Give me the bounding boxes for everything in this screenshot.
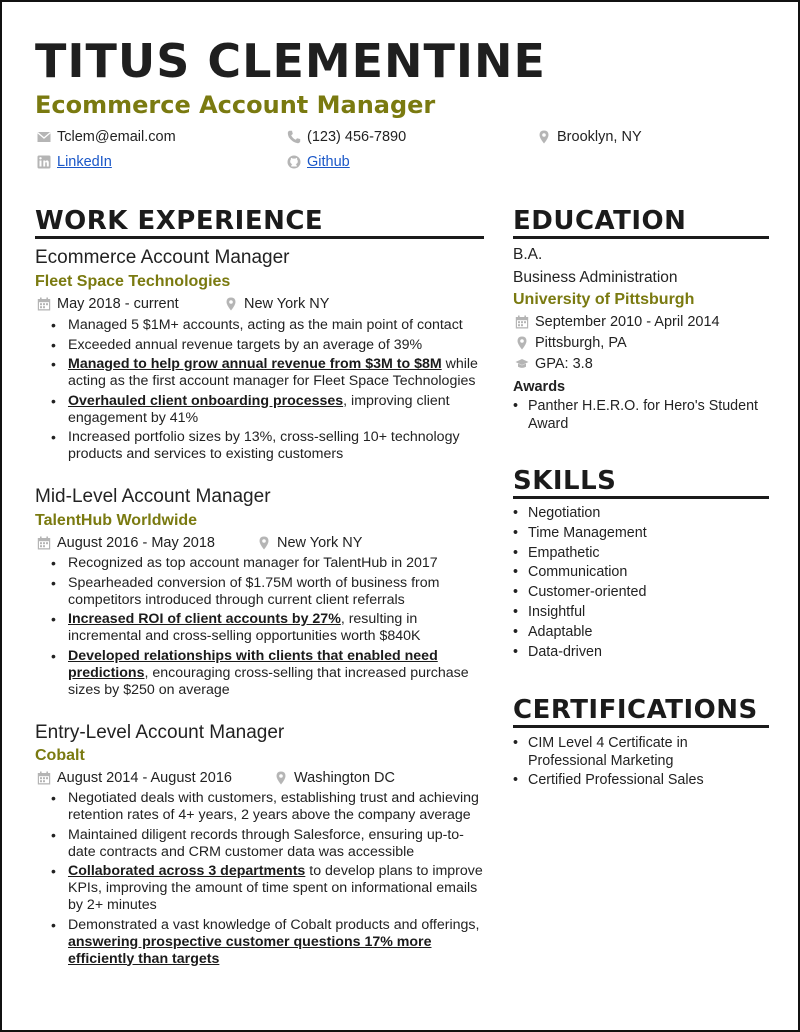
map-pin-icon (537, 130, 551, 144)
bullet-text: Recognized as top account manager for TalentHub in 2017 (68, 555, 438, 571)
list-item (36, 790, 486, 824)
job-title: Mid-Level Account Manager (35, 486, 271, 507)
graduation-cap-icon (515, 357, 529, 371)
list-item: • Insightful (513, 604, 768, 622)
job-dates-text: May 2018 - current (57, 296, 179, 312)
job-dates (37, 535, 215, 551)
job-location-text: New York NY (244, 296, 330, 312)
job-bullets (36, 317, 486, 466)
bullet-highlight: Overhauled client onboarding processes (68, 392, 344, 409)
job-dates-text: August 2016 - May 2018 (57, 535, 215, 551)
field-of-study: Business Administration (513, 269, 678, 286)
bullet-text: Negotiated deals with customers, establishing trust and achieving retention rates of 4+ years, 2 years above the company average (68, 790, 479, 823)
job-location-text: New York NY (277, 535, 363, 551)
list-item: • Negotiation (513, 505, 768, 523)
list-item: • Adaptable (513, 624, 768, 642)
list-item (36, 429, 486, 463)
education-location-text: Pittsburgh, PA (535, 335, 627, 351)
list-item (36, 917, 486, 968)
map-pin-icon (515, 336, 529, 350)
bullet-text: , resulting in incremental and cross-selling opportunities worth $840K (68, 611, 421, 644)
calendar-icon (37, 536, 51, 550)
phone-icon (287, 130, 301, 144)
education-gpa (515, 356, 593, 372)
list-item (36, 575, 486, 609)
job-bullets (36, 555, 486, 701)
bullet-highlight: Managed to help grow annual revenue from $3M to $8M (68, 356, 442, 372)
work-experience-heading: WORK EXPERIENCE (35, 206, 324, 236)
list-item: • Empathetic (513, 545, 768, 563)
bullet-text: Spearheaded conversion of $1.75M worth of business from competitors introduced through current client referrals (68, 574, 440, 608)
bullet-text: while acting as the first account manager for Fleet Space Technologies (68, 356, 478, 389)
bullet-text: Demonstrated a vast knowledge of Cobalt products and offerings, (68, 916, 480, 933)
contact-email (37, 129, 176, 145)
contact-github (287, 154, 350, 170)
job-location (257, 535, 362, 551)
degree: B.A. (513, 246, 543, 263)
calendar-icon (37, 297, 51, 311)
list-item: • Communication (513, 564, 768, 582)
list-item: • Time Management (513, 525, 768, 543)
education-divider (513, 236, 769, 239)
github-link[interactable]: Github (307, 154, 350, 170)
list-item (36, 337, 486, 354)
skills-divider (513, 496, 769, 499)
bullet-text: Increased portfolio sizes by 13%, cross-selling 10+ technology products and services to existing customers (68, 429, 460, 462)
phone-text: (123) 456-7890 (307, 129, 407, 145)
contact-phone (287, 129, 406, 145)
job-bullets (36, 790, 486, 970)
map-pin-icon (257, 536, 271, 550)
awards-label: Awards (513, 379, 566, 395)
bullet-text: Exceeded annual revenue targets by an average of 39% (68, 336, 423, 353)
job-location (274, 770, 395, 786)
list-item: • Certified Professional Sales (513, 772, 768, 790)
job-location-text: Washington DC (294, 770, 396, 786)
list-item (36, 863, 486, 914)
list-item: • Customer-oriented (513, 584, 768, 602)
certifications-list (513, 735, 768, 792)
calendar-icon (515, 315, 529, 329)
candidate-name: TITUS CLEMENTINE (35, 34, 546, 88)
list-item (36, 611, 486, 645)
bullet-text: Managed 5 $1M+ accounts, acting as the main point of contact (68, 317, 463, 333)
contact-linkedin (37, 154, 112, 170)
bullet-text: Maintained diligent records through Salesforce, ensuring up-to-date contracts and CRM customer data was accessible (68, 826, 464, 860)
job-dates (37, 296, 179, 312)
envelope-icon (37, 130, 51, 144)
job-dates-text: August 2014 - August 2016 (57, 770, 232, 786)
list-item (36, 648, 486, 699)
list-item: • CIM Level 4 Certificate in Professional Marketing (513, 735, 768, 770)
job-company: Cobalt (35, 747, 85, 764)
list-item (36, 827, 486, 861)
awards-list (513, 398, 768, 435)
job-company: TalentHub Worldwide (35, 512, 198, 529)
school-name: University of Pittsburgh (513, 291, 695, 308)
list-item (36, 555, 486, 572)
education-heading: EDUCATION (513, 206, 687, 236)
education-dates (515, 314, 720, 330)
calendar-icon (37, 771, 51, 785)
work-experience-divider (35, 236, 484, 239)
list-item (36, 356, 486, 390)
list-item (36, 393, 486, 427)
education-dates-text: September 2010 - April 2014 (535, 314, 720, 330)
certifications-heading: CERTIFICATIONS (513, 695, 758, 725)
job-company: Fleet Space Technologies (35, 273, 231, 290)
linkedin-link[interactable]: LinkedIn (57, 154, 112, 170)
job-title: Entry-Level Account Manager (35, 722, 285, 743)
bullet-highlight: Increased ROI of client accounts by 27% (68, 611, 341, 627)
bullet-text: , improving client engagement by 41% (68, 392, 450, 426)
linkedin-icon (37, 155, 51, 169)
location-text: Brooklyn, NY (557, 129, 642, 145)
job-dates (37, 770, 232, 786)
list-item: • Panther H.E.R.O. for Hero's Student Award (513, 398, 768, 433)
skills-heading: SKILLS (513, 466, 617, 496)
bullet-highlight: Collaborated across 3 departments (68, 863, 306, 879)
job-title: Ecommerce Account Manager (35, 247, 290, 268)
bullet-highlight: answering prospective customer questions 17% more efficiently than targets (68, 933, 432, 967)
certifications-divider (513, 725, 769, 728)
gpa-text: GPA: 3.8 (535, 356, 593, 372)
candidate-role: Ecommerce Account Manager (35, 91, 436, 119)
skills-list (513, 505, 768, 663)
email-text: Tclem@email.com (57, 129, 176, 145)
list-item: • Data-driven (513, 644, 768, 662)
map-pin-icon (224, 297, 238, 311)
bullet-highlight: Developed relationships with clients that enabled need predictions (68, 647, 438, 681)
bullet-text: to develop plans to improve KPIs, improving the amount of time spent on informational emails by 2+ minutes (68, 863, 483, 913)
contact-location (537, 129, 642, 145)
bullet-text: , encouraging cross-selling that increased purchase sizes by $250 on average (68, 664, 469, 698)
job-location (224, 296, 329, 312)
education-location (515, 335, 627, 351)
list-item (36, 317, 486, 334)
github-icon (287, 155, 301, 169)
map-pin-icon (274, 771, 288, 785)
